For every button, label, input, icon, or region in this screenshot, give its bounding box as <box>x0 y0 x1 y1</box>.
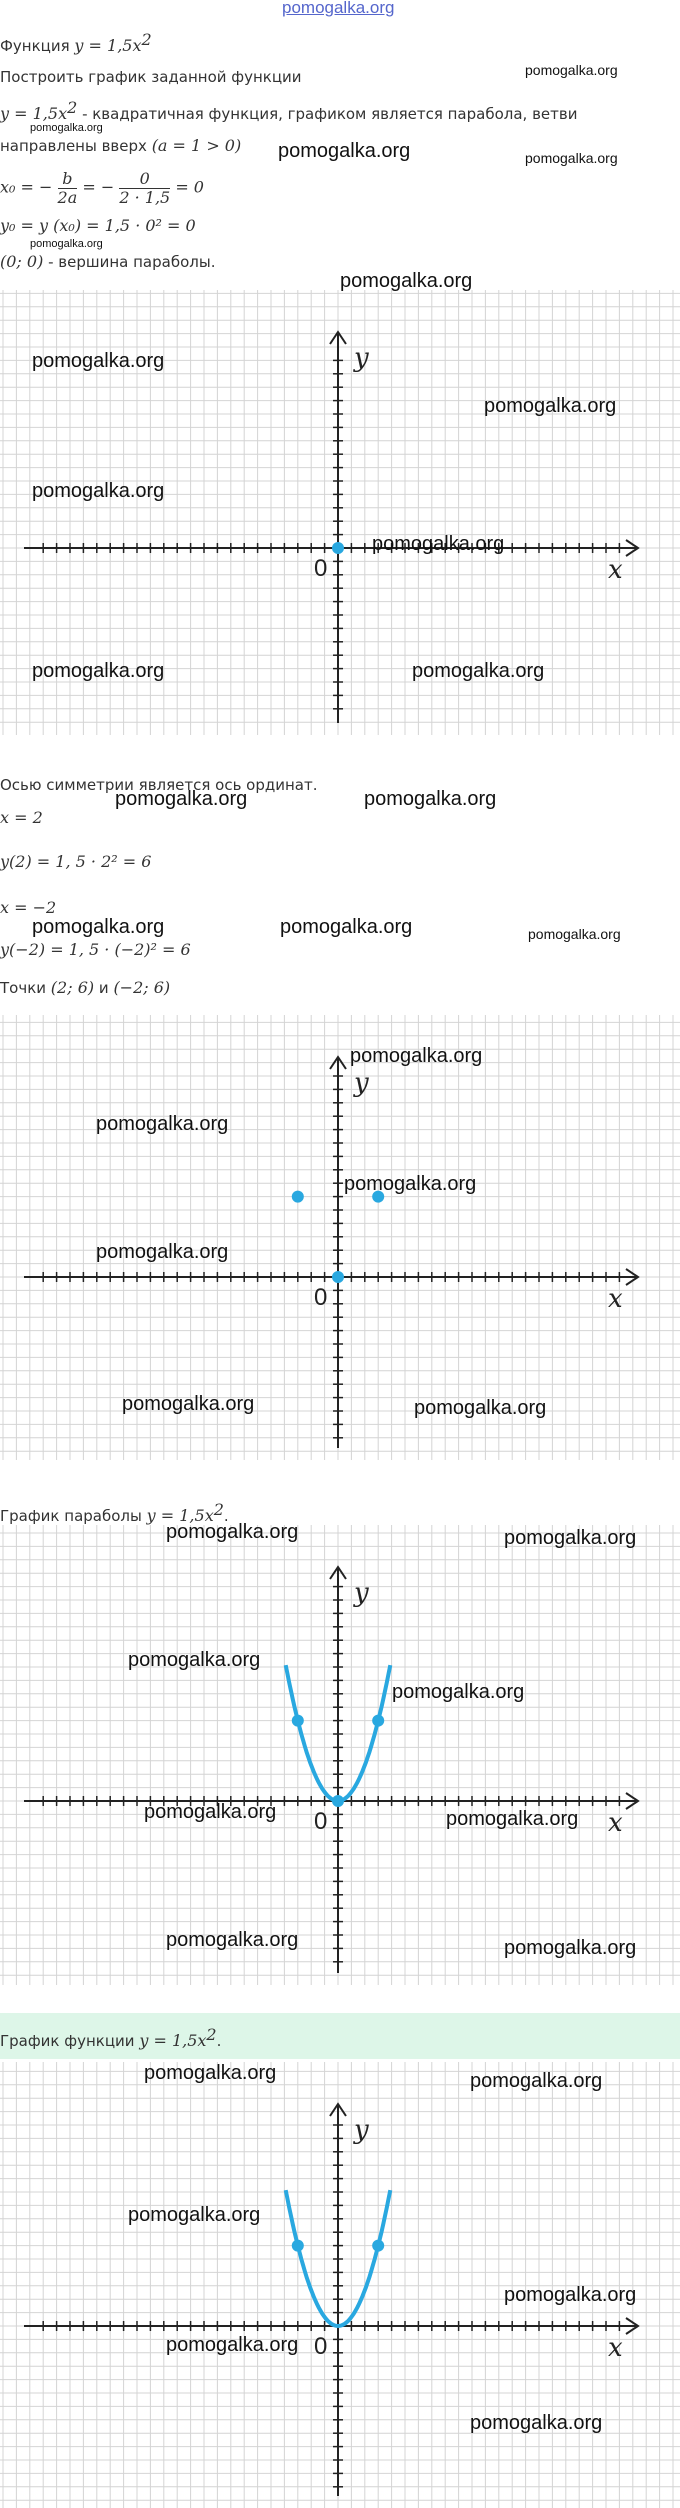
watermark: pomogalka.org <box>340 270 473 292</box>
watermark: pomogalka.org <box>470 2070 603 2092</box>
title-exp: 2 <box>141 30 152 49</box>
y-axis-label: y <box>354 1578 369 1608</box>
points-and: и <box>98 979 109 997</box>
watermark: pomogalka.org <box>166 2334 299 2356</box>
watermark: pomogalka.org <box>122 1393 255 1415</box>
y-axis-label: y <box>354 2115 369 2145</box>
graph-vertex <box>0 290 680 735</box>
x0-formula <box>0 170 204 206</box>
vertex-math: (0; 0) <box>0 252 44 271</box>
line2-math: (a = 1 > 0) <box>151 136 242 155</box>
site-link[interactable]: pomogalka.org <box>282 0 395 17</box>
x-axis-label: x <box>608 1284 623 1314</box>
graph-parabola <box>0 1521 680 1985</box>
watermark: pomogalka.org <box>364 788 497 810</box>
graph-parabola-svg <box>0 1525 680 1985</box>
final-graph-title <box>0 2025 221 2050</box>
data-point <box>292 1191 304 1203</box>
origin-label: 0 <box>314 2333 328 2360</box>
watermark: pomogalka.org <box>504 1527 637 1549</box>
watermark: pomogalka.org <box>96 1113 229 1135</box>
title-prefix: Функция <box>0 37 70 55</box>
origin-label: 0 <box>314 1808 328 1835</box>
watermark: pomogalka.org <box>32 350 165 372</box>
data-point <box>332 542 344 554</box>
x-axis-label: x <box>608 2333 623 2363</box>
data-point <box>292 2240 304 2252</box>
task-text: Построить график заданной функции <box>0 68 302 86</box>
watermark: pomogalka.org <box>278 140 411 162</box>
data-point <box>332 1271 344 1283</box>
watermark: pomogalka.org <box>484 395 617 417</box>
x0-mid: = − <box>82 177 115 197</box>
y-pos: y(2) = 1, 5 · 2² = 6 <box>0 852 152 871</box>
watermark: pomogalka.org <box>504 2284 637 2306</box>
vertex-line <box>0 252 215 271</box>
y-axis-label: y <box>354 343 369 373</box>
origin-label: 0 <box>314 555 328 582</box>
point-a: (2; 6) <box>50 978 95 997</box>
line1-math: y = 1,5x <box>0 104 68 123</box>
watermark: pomogalka.org <box>96 1241 229 1263</box>
line1-text: - квадратичная функция, графиком является парабола, ветви <box>82 105 578 123</box>
watermark: pomogalka.org <box>414 1397 547 1419</box>
section3-math: y = 1,5x <box>146 1506 214 1525</box>
watermark: pomogalka.org <box>166 1929 299 1951</box>
watermark: pomogalka.org <box>280 916 413 938</box>
watermark: pomogalka.org <box>30 122 103 134</box>
y-axis-label: y <box>354 1068 369 1098</box>
watermark: pomogalka.org <box>446 1808 579 1830</box>
watermark: pomogalka.org <box>32 660 165 682</box>
vertex-text: - вершина параболы. <box>48 253 216 271</box>
origin-label: 0 <box>314 1284 328 1311</box>
watermark: pomogalka.org <box>128 1649 261 1671</box>
section3-suffix: . <box>223 1507 229 1525</box>
symmetry-text: Осью симметрии является ось ординат. <box>0 776 318 794</box>
x-axis-label: x <box>608 555 623 585</box>
watermark: pomogalka.org <box>504 1937 637 1959</box>
title-math: y = 1,5x <box>74 36 142 55</box>
watermark: pomogalka.org <box>412 660 545 682</box>
watermark: pomogalka.org <box>144 1801 277 1823</box>
watermark: pomogalka.org <box>372 533 505 555</box>
branches-text <box>0 136 241 155</box>
section3-prefix: График параболы <box>0 1507 142 1525</box>
watermark: pomogalka.org <box>32 916 165 938</box>
watermark: pomogalka.org <box>525 62 618 78</box>
watermark: pomogalka.org <box>166 1521 299 1543</box>
watermark: pomogalka.org <box>392 1681 525 1703</box>
watermark: pomogalka.org <box>32 480 165 502</box>
axes <box>24 1567 638 1973</box>
point-b: (−2; 6) <box>113 978 171 997</box>
section1-title <box>0 30 152 55</box>
grid <box>0 1525 680 1985</box>
watermark: pomogalka.org <box>30 238 103 250</box>
x0-fraction-2 <box>119 170 170 206</box>
x0-num: b <box>58 170 78 189</box>
final-graph-banner <box>0 2013 680 2059</box>
section4-prefix: График функции <box>0 2032 135 2050</box>
line1-exp: 2 <box>67 98 78 117</box>
x0-left: x₀ = − <box>0 177 53 197</box>
watermark: pomogalka.org <box>128 2204 261 2226</box>
watermark: pomogalka.org <box>144 2062 277 2084</box>
graph-final <box>0 2062 680 2508</box>
watermark: pomogalka.org <box>525 150 618 166</box>
x0-den2: 2 · 1,5 <box>119 187 171 207</box>
graph-points-svg <box>0 1015 680 1460</box>
data-point <box>372 1715 384 1727</box>
points-prefix: Точки <box>0 979 47 997</box>
section4-suffix: . <box>216 2032 222 2050</box>
chart-marks <box>332 542 344 554</box>
x-neg: x = −2 <box>0 898 57 917</box>
y-neg: y(−2) = 1, 5 · (−2)² = 6 <box>0 940 191 959</box>
x0-den: 2a <box>57 187 78 207</box>
data-point <box>332 1795 344 1807</box>
section4-math: y = 1,5x <box>139 2031 207 2050</box>
watermark: pomogalka.org <box>115 788 248 810</box>
x-pos: x = 2 <box>0 808 43 827</box>
x-axis-label: x <box>608 1808 623 1838</box>
x0-right: = 0 <box>175 177 204 197</box>
x0-fraction <box>58 170 78 206</box>
section3-exp: 2 <box>213 1500 224 1519</box>
watermark: pomogalka.org <box>470 2412 603 2434</box>
points-line <box>0 978 170 997</box>
graph-points <box>0 1015 680 1460</box>
watermark: pomogalka.org <box>350 1045 483 1067</box>
watermark: pomogalka.org <box>528 926 621 942</box>
function-description <box>0 98 577 123</box>
data-point <box>292 1715 304 1727</box>
line2-text: направлены вверх <box>0 137 147 155</box>
watermark: pomogalka.org <box>344 1173 477 1195</box>
x0-num2: 0 <box>119 170 170 189</box>
y0-formula: y₀ = y (x₀) = 1,5 · 0² = 0 <box>0 216 196 235</box>
data-point <box>372 2240 384 2252</box>
section4-exp: 2 <box>206 2025 217 2044</box>
